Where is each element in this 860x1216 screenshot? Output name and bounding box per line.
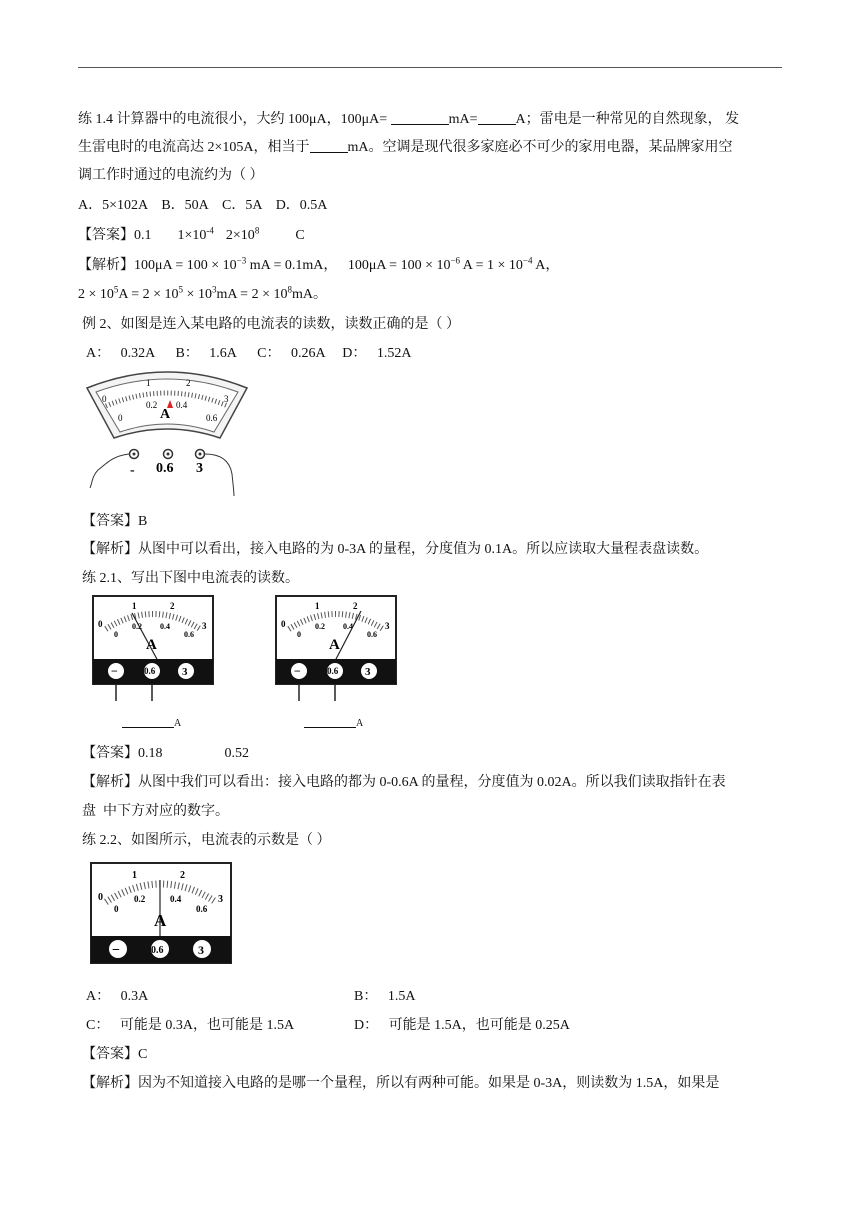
scale-top-label: 2 — [186, 378, 191, 388]
answer-value: C — [295, 228, 305, 243]
analysis-text: 从图中可以看出，接入电路的为 0-3A 的量程，分度值为 0.1A。所以应读取大量程表盘读数。 — [138, 542, 709, 557]
p1-options: A．5×102A B．50A C．5A D．0.5A — [78, 198, 328, 213]
scale-bottom-label: 0.6 — [184, 630, 194, 639]
ammeter-figure-2-1-left — [92, 595, 214, 705]
terminal-label: − — [112, 943, 120, 958]
blank-1 — [391, 112, 449, 125]
p4-option-d: D： 可能是 1.5A，也可能是 0.25A — [354, 1018, 570, 1033]
p1-analysis-2 — [78, 283, 327, 303]
p1-line3: 调工作时通过的电流约为（ ） — [78, 168, 264, 183]
wire-left — [90, 454, 129, 488]
exp: 5 — [178, 284, 184, 295]
answer-value: 2×10 — [225, 228, 255, 243]
scale-bottom-label: 0.6 — [367, 630, 377, 639]
answer-label: 【答案】 — [82, 746, 138, 761]
scale-top-label: 0 — [98, 892, 103, 903]
exp: 3 — [211, 284, 217, 295]
t: 100μA = 100 × 10 — [134, 258, 237, 273]
exp: −4 — [522, 255, 533, 266]
scale-bottom-label: 0 — [118, 413, 123, 423]
p1-answer — [78, 224, 305, 244]
t: A， — [532, 258, 560, 273]
text: 练 1.4 计算器中的电流很小，大约 100μA，100μA= — [78, 112, 388, 127]
p2-analysis — [82, 538, 708, 558]
blank-3 — [310, 140, 348, 153]
analysis-text: 因为不知道接入电路的是哪一个量程，所以有两种可能。如果是 0-3A，则读数为 1.5A，如果是 — [138, 1076, 720, 1091]
ammeter-figure-2-2 — [90, 862, 232, 966]
terminal-label: 0.6 — [327, 666, 339, 676]
scale-top-label: 1 — [132, 870, 137, 881]
exp: 8 — [287, 284, 292, 295]
answer-label: 【答案】 — [78, 228, 134, 243]
terminal-label: 3 — [198, 943, 204, 957]
meter-unit: A — [146, 637, 157, 653]
answer-label: 【答案】 — [82, 1047, 138, 1062]
scale-top-label: 3 — [202, 621, 207, 631]
scale-top-label: 3 — [385, 621, 390, 631]
scale-bottom-label: 0.4 — [160, 622, 170, 631]
text: A；雷电是一种常见的自然现象， 发 — [515, 112, 740, 127]
scale-top-label: 3 — [218, 894, 223, 905]
analysis-label: 【解析】 — [82, 542, 138, 557]
scale-top-label: 0 — [102, 394, 107, 404]
t: mA = 0.1mA， 100μA = 100 × 10 — [246, 258, 451, 273]
wire-right — [205, 454, 234, 496]
answer-value: 0.1 — [134, 228, 152, 243]
scale-bottom-label: 0.6 — [206, 413, 218, 423]
header-rule — [78, 67, 782, 68]
meter-unit: A — [160, 407, 171, 422]
scale-bottom-label: 0 — [114, 630, 118, 639]
text: 生雷电时的电流高达 2×105A，相当于 — [78, 140, 310, 155]
p4-question: 练 2.2、如图所示，电流表的示数是（ ） — [82, 833, 331, 848]
scale-bottom-label: 0 — [297, 630, 301, 639]
exp: -4 — [206, 225, 214, 236]
exp: −6 — [450, 255, 461, 266]
blank-unit: A — [174, 718, 182, 729]
blank-line — [304, 717, 356, 728]
scale-bottom-label: 0.2 — [315, 622, 325, 631]
meter-unit: A — [329, 637, 340, 653]
analysis-label: 【解析】 — [82, 775, 138, 790]
scale-top-label: 2 — [170, 601, 175, 611]
terminal-center — [133, 453, 136, 456]
exp: 5 — [113, 284, 119, 295]
answer-value: 1×10 — [177, 228, 207, 243]
p2-answer — [82, 510, 147, 530]
terminal-label: 0.6 — [144, 666, 156, 676]
t: 2 × 10 — [78, 287, 114, 302]
terminal-label: − — [111, 664, 118, 678]
blank-left — [122, 717, 181, 729]
terminal-label: 0.6 — [156, 461, 174, 476]
ammeter-figure-example2 — [82, 366, 252, 500]
t: A = 2 × 10 — [118, 287, 179, 302]
blank-unit: A — [356, 718, 364, 729]
scale-bottom-label: 0 — [114, 904, 119, 914]
analysis-text: 从图中我们可以看出：接入电路的都为 0-0.6A 的量程，分度值为 0.02A。所以我们读取指针在表 — [138, 775, 726, 790]
answer-value: 0.52 — [224, 746, 249, 761]
text: mA。空调是现代很多家庭必不可少的家用电器，某品牌家用空 — [347, 140, 733, 155]
p3-analysis-2: 盘 中下方对应的数字。 — [82, 804, 229, 819]
terminal-label: − — [294, 664, 301, 678]
text: mA= — [448, 112, 478, 127]
answer-value: B — [138, 514, 148, 529]
ammeter-figure-2-1-right — [275, 595, 397, 705]
t: A = 1 × 10 — [460, 258, 523, 273]
answer-label: 【答案】 — [82, 514, 138, 529]
scale-top-label: 1 — [132, 601, 137, 611]
p3-analysis-1 — [82, 771, 726, 791]
analysis-label: 【解析】 — [82, 1076, 138, 1091]
answer-value: C — [138, 1047, 148, 1062]
scale-top-label: 2 — [353, 601, 358, 611]
scale-top-label: 0 — [98, 619, 103, 629]
exp: −3 — [236, 255, 247, 266]
blank-right — [304, 717, 363, 729]
p4-option-c: C： 可能是 0.3A，也可能是 1.5A — [86, 1018, 295, 1033]
scale-top-label: 1 — [315, 601, 320, 611]
scale-top-label: 2 — [180, 870, 185, 881]
p2-options: A： 0.32A B： 1.6A C： 0.26A D： 1.52A — [86, 346, 412, 361]
terminal-label: 0.6 — [151, 945, 164, 956]
scale-bottom-label: 0.4 — [343, 622, 353, 631]
p1-analysis-1 — [78, 254, 559, 274]
meter-dial — [96, 379, 238, 432]
scale-bottom-label: 0.2 — [134, 894, 146, 904]
blank-2 — [478, 112, 516, 125]
scale-bottom-label: 0.2 — [132, 622, 142, 631]
p4-analysis — [82, 1072, 719, 1092]
t: mA = 2 × 10 — [216, 287, 288, 302]
meter-unit: A — [154, 911, 167, 930]
p4-option-b: B： 1.5A — [354, 989, 416, 1004]
terminal-center — [199, 453, 202, 456]
terminal-label: - — [130, 463, 135, 478]
analysis-label: 【解析】 — [78, 258, 134, 273]
terminal-center — [167, 453, 170, 456]
terminal-label: 3 — [196, 461, 203, 476]
t: mA。 — [291, 287, 327, 302]
p1-line1 — [78, 108, 739, 128]
scale-bottom-label: 0.4 — [176, 400, 188, 410]
scale-bottom-label: 0.2 — [146, 400, 158, 410]
exp: 8 — [254, 225, 260, 236]
scale-top-label: 0 — [281, 619, 286, 629]
terminal-label: 3 — [182, 666, 188, 678]
scale-top-label: 3 — [224, 394, 229, 404]
t: × 10 — [183, 287, 212, 302]
terminal-label: 3 — [365, 666, 371, 678]
p4-option-a: A： 0.3A — [86, 989, 149, 1004]
p4-answer — [82, 1043, 147, 1063]
answer-value: 0.18 — [138, 746, 163, 761]
blank-line — [122, 717, 174, 728]
p3-question: 练 2.1、写出下图中电流表的读数。 — [82, 571, 299, 586]
scale-bottom-label: 0.6 — [196, 904, 208, 914]
p1-line2 — [78, 136, 733, 156]
scale-bottom-label: 0.4 — [170, 894, 182, 904]
p2-question: 例 2、如图是连入某电路的电流表的读数，读数正确的是（ ） — [82, 317, 460, 332]
scale-top-label: 1 — [146, 378, 151, 388]
p3-answer — [82, 742, 249, 762]
